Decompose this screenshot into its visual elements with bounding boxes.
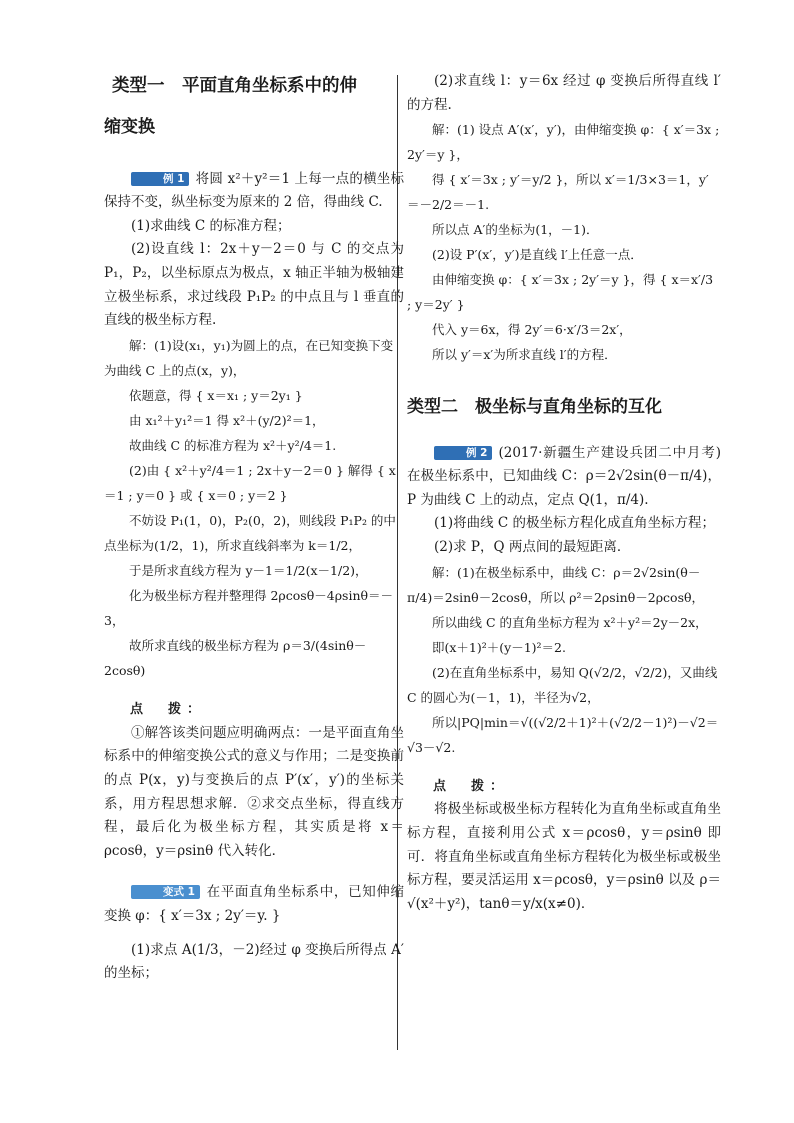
solution-line: 由伸缩变换 φ：{ x′＝3x ; 2y′＝y }，得 { x＝x′/3 ; y＝2y′ } bbox=[407, 272, 714, 313]
solution-line: 得 { x′＝3x ; y′＝y/2 }，所以 x′＝1/3×3＝1，y′＝－2/2＝－1. bbox=[407, 172, 709, 213]
tip-label: 点 拨： bbox=[433, 778, 510, 794]
solution-line: 不妨设 P₁(1，0)，P₂(0，2)，则线段 P₁P₂ 的中点坐标为(1/2，1)，所求直线斜率为 k＝1/2， bbox=[104, 512, 396, 553]
solution-line: 所以 y′＝x′为所求直线 l′的方程． bbox=[432, 347, 617, 363]
solution-line: (2)由 { x²＋y²/4＝1 ; 2x＋y－2＝0 } 解得 { x＝1 ; y＝0 } 或 { x＝0 ; y＝2 } bbox=[104, 462, 396, 503]
example2-question1: (1)将曲线 C 的极坐标方程化成直角坐标方程； bbox=[434, 515, 716, 532]
type1-title-continued: 缩变换 bbox=[104, 117, 155, 138]
example1-text: 将圆 x²＋y²＝1 上每一点的横坐标保持不变，纵坐标变为原来的 2 倍，得曲线 C. bbox=[104, 170, 404, 211]
solution-line: 解：(1) 设点 A′(x′，y′)，由伸缩变换 φ：{ x′＝3x ; 2y′＝y }， bbox=[407, 122, 720, 163]
type1-title: 类型一 平面直角坐标系中的伸 bbox=[112, 76, 357, 96]
variant1-question1: (1)求点 A(1/3，－2)经过 φ 变换后所得点 A′的坐标； bbox=[104, 941, 404, 982]
tip-label: 点 拨： bbox=[130, 701, 207, 717]
example1-question2: (2)设直线 l：2x＋y－2＝0 与 C 的交点为 P₁，P₂，以坐标原点为极点，x 轴正半轴为极轴建立极坐标系，求过线段 P₁P₂ 的中点且与 l 垂直的直线的极坐标方程. bbox=[104, 241, 404, 329]
solution-line: 代入 y＝6x，得 2y′＝6·x′/3＝2x′， bbox=[432, 322, 632, 338]
solution-line: (2)设 P′(x′，y′)是直线 l′上任意一点． bbox=[432, 247, 643, 263]
solution-line: 所以曲线 C 的直角坐标方程为 x²＋y²＝2y－2x， bbox=[432, 614, 708, 630]
solution-line: (2)在直角坐标系中，易知 Q(√2/2，√2/2)，又曲线 C 的圆心为(－1，1)，半径为√2， bbox=[407, 664, 718, 705]
solution-line: 故曲线 C 的标准方程为 x²＋y²/4＝1. bbox=[129, 437, 337, 453]
solution-line: 由 x₁²＋y₁²＝1 得 x²＋(y/2)²＝1， bbox=[129, 412, 325, 428]
solution-line: 化为极坐标方程并整理得 2ρcosθ－4ρsinθ＝－3， bbox=[104, 587, 394, 628]
solution-line: 所以|PQ|min＝√((√2/2＋1)²＋(√2/2－1)²)－√2＝√3－√2. bbox=[407, 714, 719, 755]
example2-tag: 例 2 bbox=[434, 446, 492, 460]
example2-text: (2017·新疆生产建设兵团二中月考) 在极坐标系中，已知曲线 C：ρ＝2√2sin(θ－π/4)，P 为曲线 C 上的动点，定点 Q(1，π/4). bbox=[407, 444, 721, 508]
tip-text: ①解答该类问题应明确两点：一是平面直角坐标系中的伸缩变换公式的意义与作用；二是变换前的点 P(x，y)与变换后的点 P′(x′，y′)的坐标关系，用方程思想求解．②求交点坐标，得直线方程，最后化为极坐标方程，其实质是将 x＝ρcosθ，y＝ρsinθ 代入转化． bbox=[104, 724, 404, 859]
right-column bbox=[407, 70, 721, 917]
tip-text: 将极坐标或极坐标方程转化为直角坐标或直角坐标方程，直接利用公式 x＝ρcosθ，y＝ρsinθ 即可．将直角坐标或直角坐标方程转化为极坐标或极坐标方程，要灵活运用 x＝ρcosθ，y＝ρsinθ 以及 ρ＝√(x²＋y²)，tanθ＝y/x(x≠0)． bbox=[407, 801, 721, 912]
solution-line: 解：(1)设(x₁，y₁)为圆上的点，在已知变换下变为曲线 C 上的点(x，y)， bbox=[104, 337, 394, 378]
solution-line: 依题意，得 { x＝x₁ ; y＝2y₁ } bbox=[129, 387, 303, 403]
type2-title: 类型二 极坐标与直角坐标的互化 bbox=[407, 397, 662, 418]
variant1-text: 在平面直角坐标系中，已知伸缩变换 φ：{ x′＝3x ; 2y′＝y. } bbox=[104, 884, 404, 925]
variant1-question2: (2)求直线 l：y＝6x 经过 φ 变换后所得直线 l′的方程. bbox=[407, 73, 721, 113]
solution-line: 所以点 A′的坐标为(1，－1)． bbox=[432, 222, 599, 238]
variant1-statement bbox=[104, 881, 404, 928]
solution-line: 即(x＋1)²＋(y－1)²＝2. bbox=[432, 639, 566, 655]
example1-statement bbox=[104, 168, 404, 215]
variant1-tag: 变式 1 bbox=[131, 885, 200, 899]
solution-line: 解：(1)在极坐标系中，曲线 C：ρ＝2√2sin(θ－π/4)＝2sinθ－2cosθ，所以 ρ²＝2ρsinθ－2ρcosθ， bbox=[407, 564, 705, 605]
example1-question1: (1)求曲线 C 的标准方程； bbox=[131, 217, 291, 234]
example1-solution bbox=[104, 333, 404, 683]
example2-statement bbox=[407, 442, 721, 513]
variant1-solution bbox=[407, 117, 721, 367]
example2-question2: (2)求 P，Q 两点间的最短距离． bbox=[434, 539, 631, 556]
example2-solution bbox=[407, 560, 721, 760]
example1-tag: 例 1 bbox=[131, 172, 189, 186]
solution-line: 于是所求直线方程为 y－1＝1/2(x－1/2)， bbox=[129, 562, 368, 578]
left-column bbox=[104, 70, 404, 986]
solution-line: 故所求直线的极坐标方程为 ρ＝3/(4sinθ－2cosθ) bbox=[104, 637, 367, 678]
